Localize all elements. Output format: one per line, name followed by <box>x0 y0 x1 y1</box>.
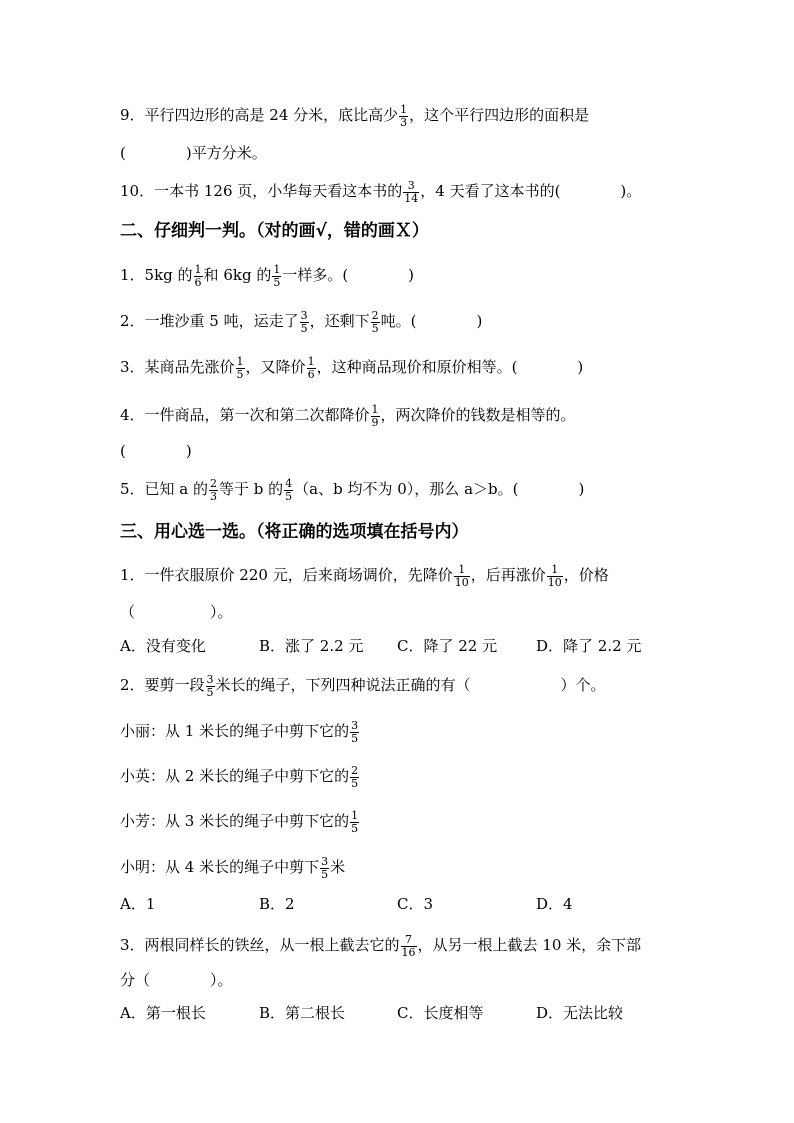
fraction: $\frac{1}{6}$ <box>194 263 202 289</box>
option-c: C．长度相等 <box>397 1004 484 1022</box>
judge-question-5: 5．已知 a 的 $\frac{2}{3}$ 等于 b 的 $\frac{4}{5}$ （a、b 均不为 0），那么 a＞b。( ) <box>120 477 585 503</box>
fraction: $\frac{1}{10}$ <box>454 563 469 589</box>
fraction: $\frac{1}{3}$ <box>400 103 408 129</box>
judge-question-4: 4．一件商品，第一次和第二次都降价 $\frac{1}{9}$ ，两次降价的钱数是相等的。 <box>120 403 576 429</box>
fraction: $\frac{3}{5}$ <box>206 673 214 699</box>
option-d: D．4 <box>536 895 573 913</box>
fraction: $\frac{7}{16}$ <box>401 933 416 959</box>
judge-question-2: 2．一堆沙重 5 吨，运走了 $\frac{3}{5}$ ，还剩下 $\frac{2}{5}$ 吨。( ) <box>120 309 483 335</box>
option-d: D．降了 2.2 元 <box>536 637 642 655</box>
judge-question-1: 1．5kg 的 $\frac{1}{6}$ 和 6kg 的 $\frac{1}{5}$ 一样多。( ) <box>120 263 415 289</box>
statement-xiaofang: 小芳：从 3 米长的绳子中剪下它的 $\frac{1}{5}$ <box>120 809 359 835</box>
fraction: $\frac{1}{5}$ <box>273 263 281 289</box>
judge-question-3: 3．某商品先涨价 $\frac{1}{5}$ ，又降价 $\frac{1}{6}$ ，这种商品现价和原价相等。( ) <box>120 355 584 381</box>
choice-question-1: 1．一件衣服原价 220 元，后来商场调价，先降价 $\frac{1}{10}$ ，后再涨价 $\frac{1}{10}$ ，价格 <box>120 563 609 589</box>
fraction: $\frac{3}{5}$ <box>300 309 308 335</box>
statement-xiaoying: 小英：从 2 米长的绳子中剪下它的 $\frac{2}{5}$ <box>120 764 359 790</box>
option-a: A．第一根长 <box>120 1004 206 1022</box>
choice-question-3-answer-line: 分（ ）。 <box>120 971 233 989</box>
judge-question-4-answer-line: ( ) <box>120 442 192 460</box>
fraction: $\frac{1}{5}$ <box>236 355 244 381</box>
question-9-answer-line: ( )平方分米。 <box>120 144 267 162</box>
choice-question-1-answer-line: （ ）。 <box>120 603 233 621</box>
option-c: C．3 <box>397 895 434 913</box>
option-a: A．没有变化 <box>120 637 206 655</box>
choice-question-2: 2．要剪一段 $\frac{3}{5}$ 米长的绳子，下列四种说法正确的有（ ）个。 <box>120 673 606 699</box>
fraction: $\frac{2}{5}$ <box>351 764 359 790</box>
question-9 <box>120 104 589 128</box>
fraction: $\frac{3}{14}$ <box>404 179 419 205</box>
option-d: D．无法比较 <box>536 1004 624 1022</box>
fraction: $\frac{2}{3}$ <box>210 477 218 503</box>
statement-xiaoming: 小明：从 4 米长的绳子中剪下 $\frac{3}{5}$ 米 <box>120 855 346 881</box>
fraction: $\frac{1}{5}$ <box>351 809 359 835</box>
fraction: $\frac{1}{6}$ <box>307 355 315 381</box>
fraction: $\frac{4}{5}$ <box>285 477 293 503</box>
question-text: ，这个平行四边形的面积是 <box>409 106 590 125</box>
question-text: 9．平行四边形的高是 24 分米，底比高少 <box>120 106 399 125</box>
fraction: $\frac{3}{5}$ <box>351 719 359 745</box>
fraction: $\frac{1}{9}$ <box>371 403 379 429</box>
fraction: $\frac{1}{10}$ <box>547 563 562 589</box>
section-heading-judge: 二、仔细判一判。（对的画√，错的画Ｘ） <box>120 221 429 241</box>
option-b: B．第二根长 <box>259 1004 346 1022</box>
option-b: B．涨了 2.2 元 <box>259 637 364 655</box>
option-a: A．1 <box>120 895 156 913</box>
option-b: B．2 <box>259 895 295 913</box>
fraction: $\frac{2}{5}$ <box>371 309 379 335</box>
option-c: C．降了 22 元 <box>397 637 498 655</box>
section-heading-choose: 三、用心选一选。（将正确的选项填在括号内） <box>120 522 469 542</box>
fraction: $\frac{3}{5}$ <box>321 855 329 881</box>
choice-question-3: 3．两根同样长的铁丝，从一根上截去它的 $\frac{7}{16}$ ，从另一根上截去 10 米，余下部 <box>120 933 642 959</box>
question-10 <box>120 180 641 204</box>
statement-xiaoli: 小丽：从 1 米长的绳子中剪下它的 $\frac{3}{5}$ <box>120 719 359 745</box>
question-text: ，4 天看了这本书的( )。 <box>420 182 642 201</box>
question-text: 10．一本书 126 页，小华每天看这本书的 <box>120 182 403 201</box>
